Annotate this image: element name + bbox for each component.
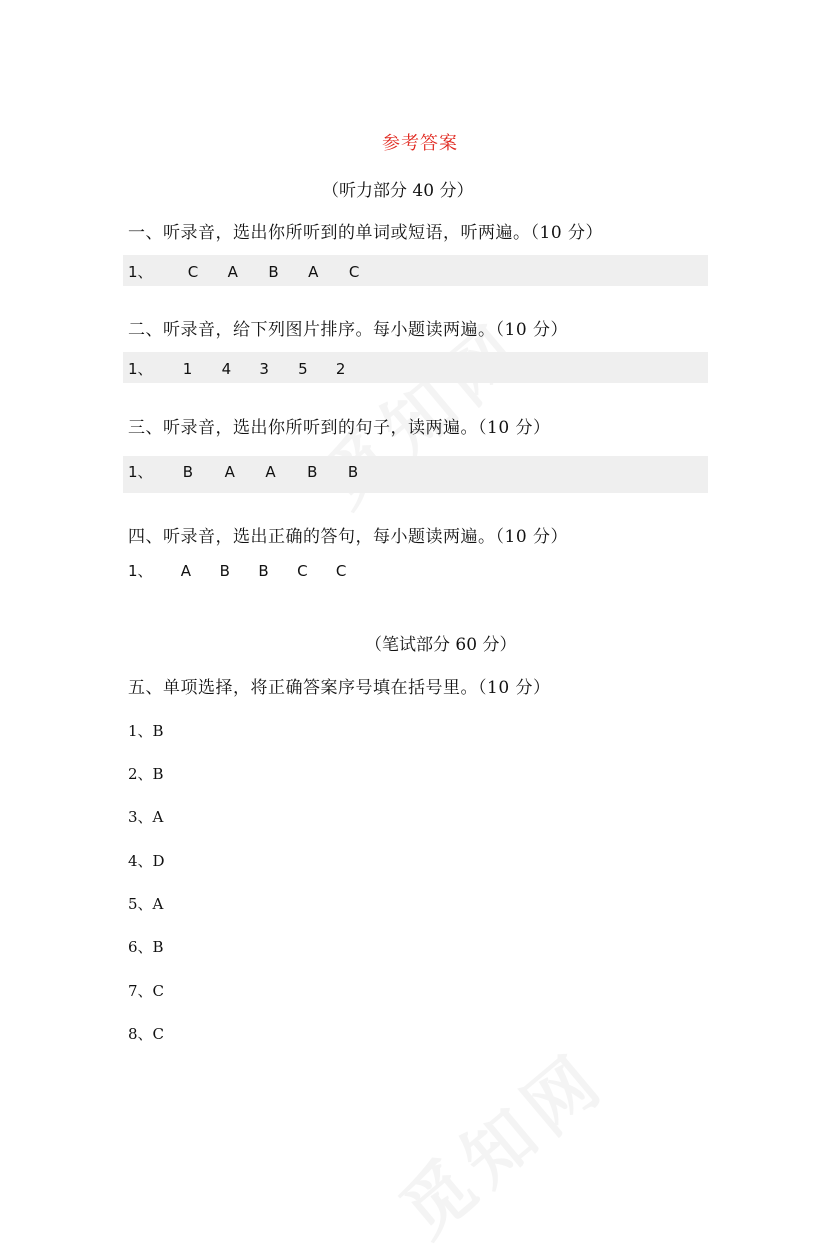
- answer-value: A: [180, 562, 192, 580]
- list-item: 8、C: [128, 1025, 165, 1043]
- section-4-answers: [128, 560, 346, 581]
- question-number: 1、: [128, 263, 153, 281]
- answer-value: A: [265, 463, 276, 481]
- list-item: 2、B: [128, 765, 164, 783]
- answer-value: B: [307, 463, 318, 481]
- section-2-answers: [128, 358, 345, 379]
- answer-value: A: [224, 463, 235, 481]
- page-title: 参考答案: [382, 133, 458, 154]
- answer-value: 5: [298, 360, 308, 378]
- answer-value: 4: [221, 360, 232, 378]
- writing-header: （笔试部分 60 分）: [365, 635, 517, 655]
- list-item: 5、A: [128, 895, 164, 913]
- answer-value: B: [347, 463, 359, 481]
- list-item: 3、A: [128, 808, 164, 826]
- section-3-heading: 三、听录音，选出你所听到的句子，读两遍。（10 分）: [128, 418, 551, 438]
- listening-header: （听力部分 40 分）: [322, 181, 474, 201]
- list-item: 4、D: [128, 852, 165, 870]
- answer-value: B: [182, 463, 194, 481]
- section-1-heading: 一、听录音，选出你所听到的单词或短语，听两遍。（10 分）: [128, 223, 604, 243]
- answer-value: A: [227, 263, 238, 281]
- list-item: 7、C: [128, 982, 165, 1000]
- answer-value: 2: [335, 360, 346, 378]
- list-item: 6、B: [128, 938, 164, 956]
- section-5-heading: 五、单项选择，将正确答案序号填在括号里。（10 分）: [128, 678, 551, 698]
- section-1-answers: [128, 261, 359, 282]
- section-3-answers: [128, 461, 358, 482]
- list-item: 1、B: [128, 722, 164, 740]
- question-number: 1、: [128, 562, 153, 580]
- answer-value: B: [258, 562, 269, 580]
- question-number: 1、: [128, 360, 153, 378]
- section-4-heading: 四、听录音，选出正确的答句，每小题读两遍。（10 分）: [128, 527, 569, 547]
- answer-value: C: [187, 263, 199, 281]
- answer-value: 1: [182, 360, 193, 378]
- answer-value: C: [335, 562, 347, 580]
- section-2-heading: 二、听录音，给下列图片排序。每小题读两遍。（10 分）: [128, 320, 569, 340]
- answer-value: A: [308, 263, 319, 281]
- watermark-graphic: [376, 1025, 625, 1256]
- question-number: 1、: [128, 463, 153, 481]
- answer-value: B: [268, 263, 279, 281]
- answer-value: C: [348, 263, 360, 281]
- answer-value: C: [297, 562, 308, 580]
- answer-value: B: [219, 562, 230, 580]
- answer-value: 3: [259, 360, 269, 378]
